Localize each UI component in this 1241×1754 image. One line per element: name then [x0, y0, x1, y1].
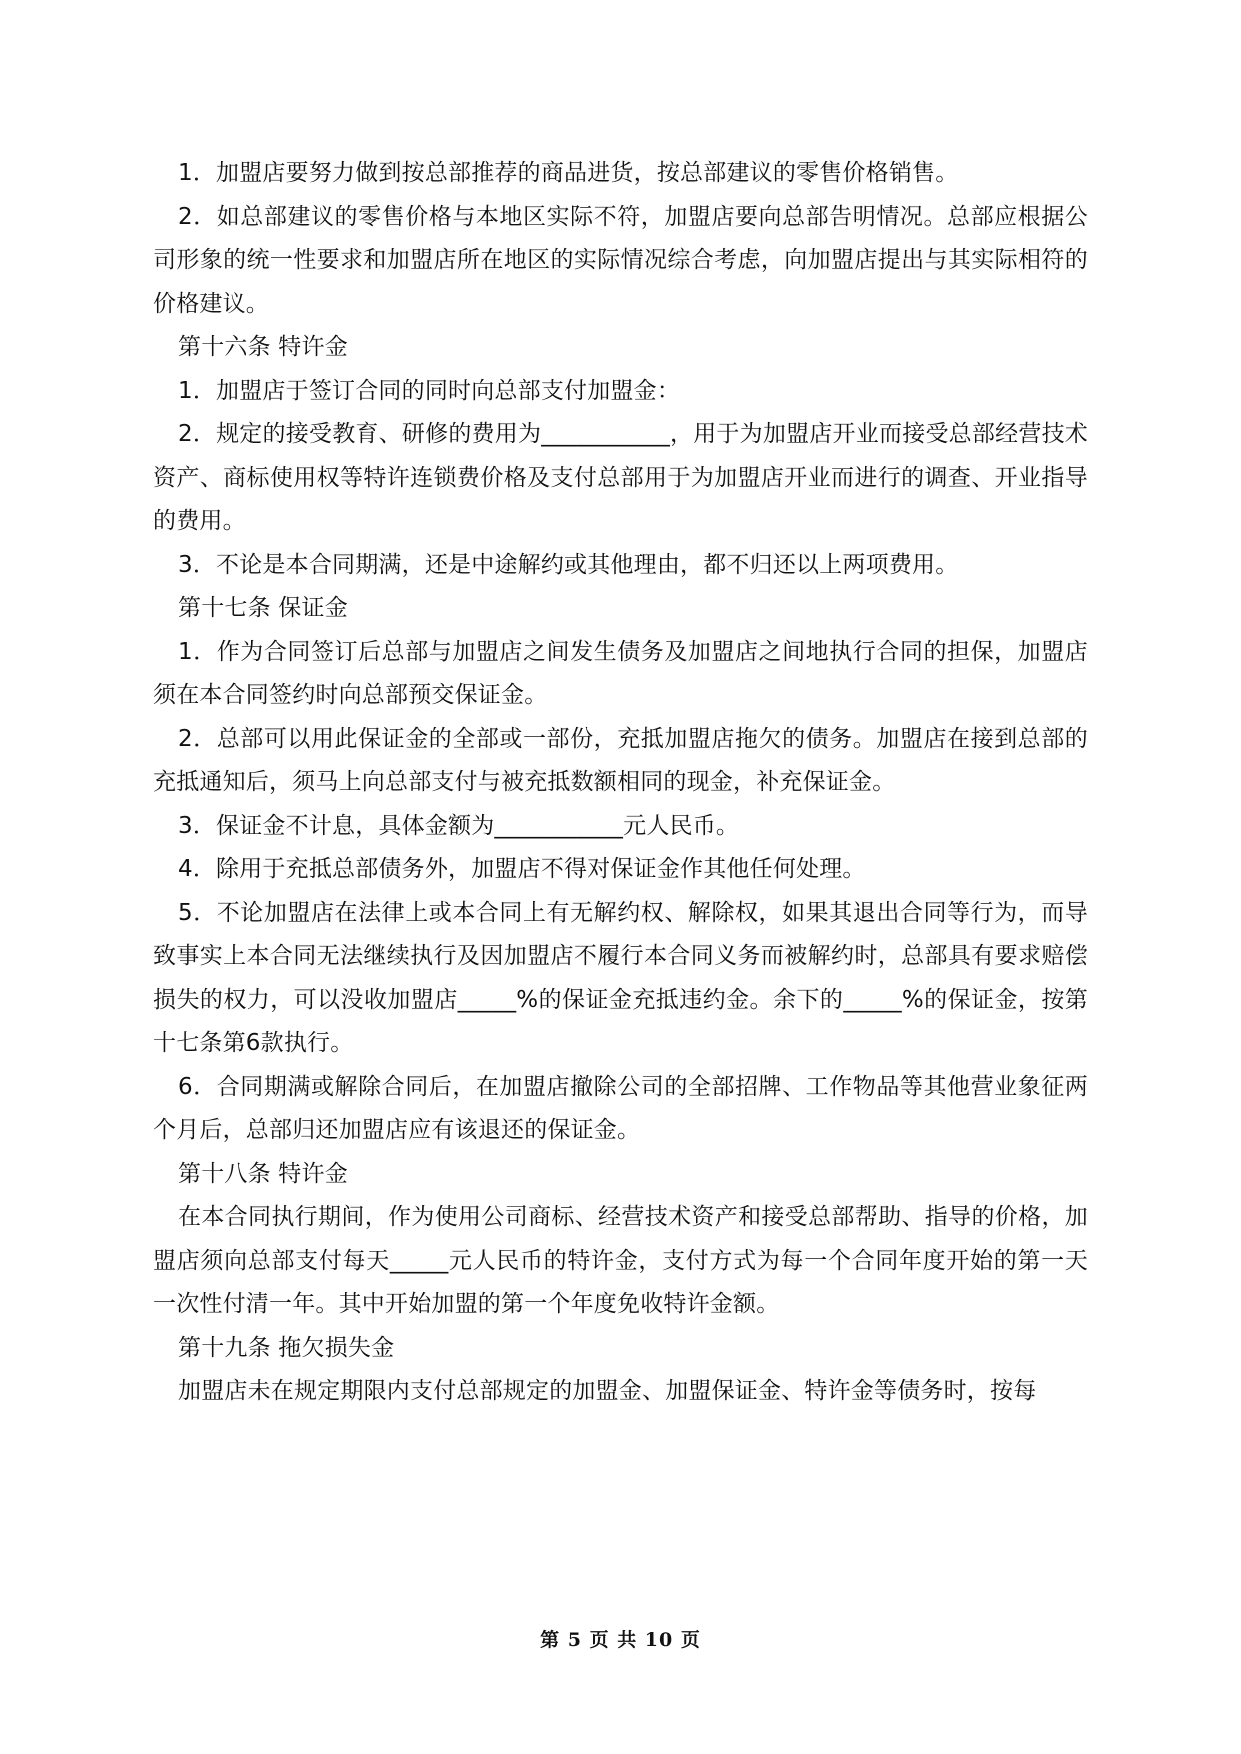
paragraph: 1．作为合同签订后总部与加盟店之间发生债务及加盟店之间地执行合同的担保，加盟店须在本合同签约时向总部预交保证金。 [153, 638, 1088, 708]
section-heading: 第十八条 特许金 [178, 1160, 348, 1187]
paragraph: 3．不论是本合同期满，还是中途解约或其他理由，都不归还以上两项费用。 [178, 551, 959, 578]
section-heading: 第十七条 保证金 [178, 595, 348, 621]
paragraph: 3．保证金不计息，具体金额为___________元人民币。 [178, 812, 740, 839]
paragraph: 2．如总部建议的零售价格与本地区实际不符，加盟店要向总部告明情况。总部应根据公司形象的统一性要求和加盟店所在地区的实际情况综合考虑，向加盟店提出与其实际相符的价格建议。 [153, 203, 1088, 317]
paragraph: 1．加盟店于签订合同的同时向总部支付加盟金： [178, 377, 681, 404]
paragraph: 2．规定的接受教育、研修的费用为___________，用于为加盟店开业而接受总部经营技术资产、商标使用权等特许连锁费价格及支付总部用于为加盟店开业而进行的调查、开业指导的费用。 [153, 421, 1088, 534]
paragraph: 加盟店未在规定期限内支付总部规定的加盟金、加盟保证金、特许金等债务时，按每 [178, 1378, 1037, 1404]
section-heading: 第十九条 拖欠损失金 [178, 1334, 395, 1361]
paragraph: 在本合同执行期间，作为使用公司商标、经营技术资产和接受总部帮助、指导的价格，加盟店须向总部支付每天_____元人民币的特许金，支付方式为每一个合同年度开始的第一天一次性付清一年。其中开始加盟的第一个年度免收特许金额。 [153, 1204, 1088, 1317]
paragraph: 1．加盟店要努力做到按总部推荐的商品进货，按总部建议的零售价格销售。 [178, 160, 959, 186]
paragraph: 5．不论加盟店在法律上或本合同上有无解约权、解除权，如果其退出合同等行为，而导致事实上本合同无法继续执行及因加盟店不履行本合同义务而被解约时，总部具有要求赔偿损失的权力，可以没收加盟店_____%的保证金充抵违约金。余下的_____%的保证金，按第十七条第6款执行。 [153, 899, 1088, 1056]
section-heading: 第十六条 特许金 [178, 334, 348, 360]
paragraph: 2．总部可以用此保证金的全部或一部份，充抵加盟店拖欠的债务。加盟店在接到总部的充抵通知后，须马上向总部支付与被充抵数额相同的现金，补充保证金。 [153, 725, 1088, 795]
document-body [153, 152, 1088, 1414]
page-number-footer: 第 5 页 共 10 页 [540, 1629, 701, 1651]
paragraph: 6．合同期满或解除合同后，在加盟店撤除公司的全部招牌、工作物品等其他营业象征两个月后，总部归还加盟店应有该退还的保证金。 [153, 1073, 1088, 1143]
paragraph: 4．除用于充抵总部债务外，加盟店不得对保证金作其他任何处理。 [178, 856, 866, 882]
